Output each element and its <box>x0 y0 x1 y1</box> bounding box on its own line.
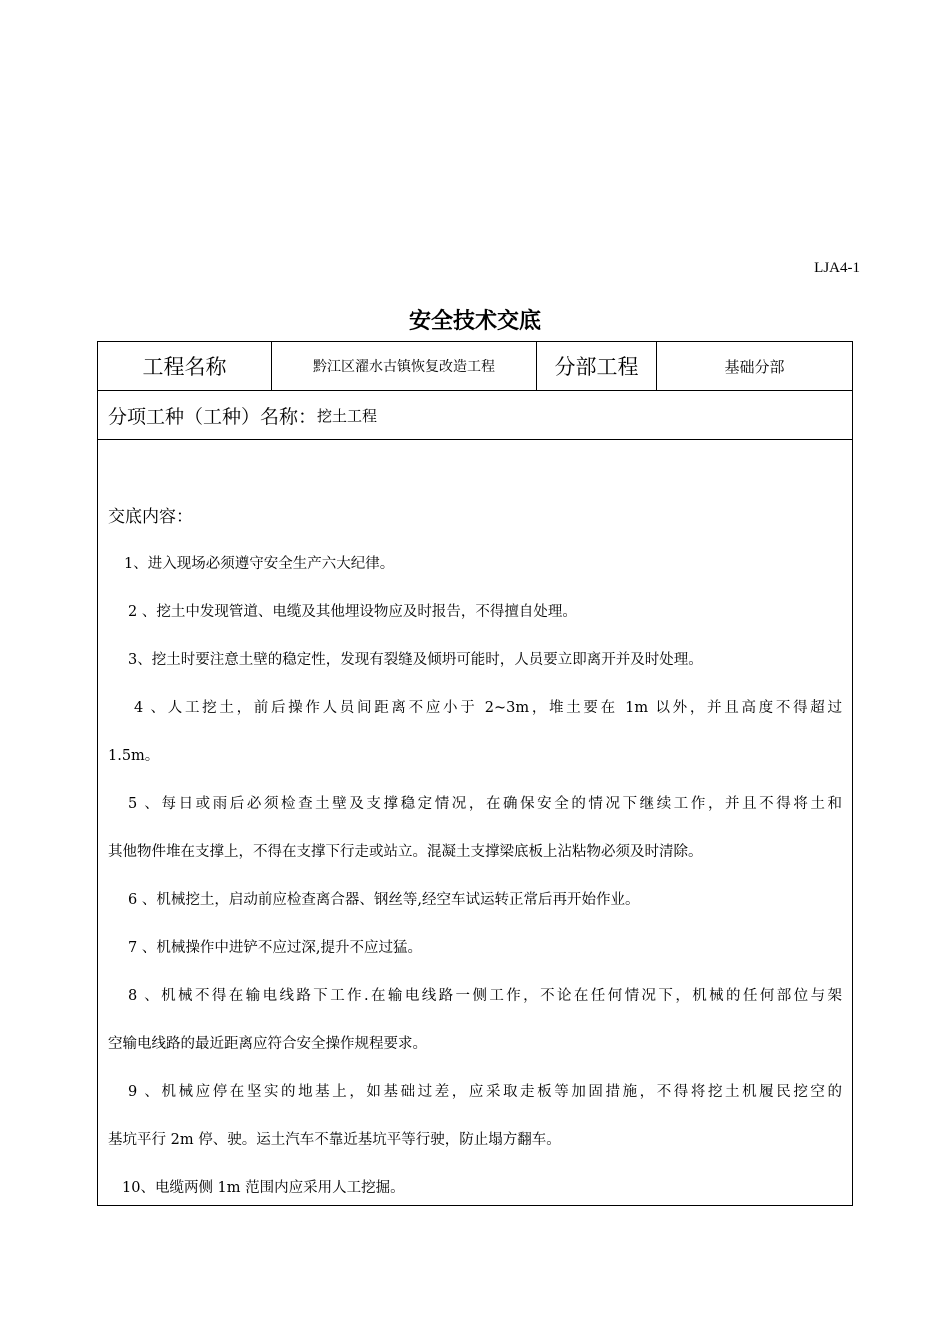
content-line: 其他物件堆在支撑上，不得在支撑下行走或站立。混凝土支撑梁底板上沾粘物必须及时清除。 <box>108 844 703 860</box>
content-line: 9 、机械应停在坚实的地基上，如基础过差，应采取走板等加固措施，不得将挖土机履民挖空的 <box>128 1084 842 1100</box>
content-line: 4 、人工挖土，前后操作人员间距离不应小于 2~3m，堆土要在 1m 以外，并且高度不得超过 <box>134 700 842 716</box>
content-line: 1、进入现场必须遵守安全生产六大纪律。 <box>124 556 395 572</box>
document-title: 安全技术交底 <box>408 309 541 334</box>
content-line: 基坑平行 2m 停、驶。运土汽车不靠近基坑平等行驶，防止塌方翻车。 <box>108 1132 561 1148</box>
project-name-label: 工程名称 <box>98 342 272 390</box>
content-line: 3、挖土时要注意土壁的稳定性，发现有裂缝及倾坍可能时，人员要立即离开并及时处理。 <box>128 652 703 668</box>
content-line: 8 、机械不得在输电线路下工作.在输电线路一侧工作，不论在任何情况下，机械的任何部位与架 <box>128 988 842 1004</box>
content-line: 7 、机械操作中进铲不应过深,提升不应过猛。 <box>128 940 422 956</box>
content-line: 6 、机械挖土，启动前应检查离合器、钢丝等,经空车试运转正常后再开始作业。 <box>128 892 640 908</box>
content-line: 10、电缆两侧 1m 范围内应采用人工挖掘。 <box>122 1180 405 1196</box>
content-line: 空输电线路的最近距离应符合安全操作规程要求。 <box>108 1036 427 1052</box>
subitem-label: 分项工种（工种）名称： <box>108 405 318 428</box>
content-heading: 交底内容： <box>108 507 193 527</box>
content-line: 2 、挖土中发现管道、电缆及其他埋设物应及时报告，不得擅自处理。 <box>128 604 577 620</box>
header-row <box>98 342 852 391</box>
document-code: LJA4-1 <box>814 260 860 276</box>
subitem-row <box>98 391 852 440</box>
subitem-value: 挖土工程 <box>317 406 378 425</box>
content-line: 5 、每日或雨后必须检查土壁及支撑稳定情况，在确保安全的情况下继续工作，并且不得将土和 <box>128 796 842 812</box>
content-line: 1.5m。 <box>108 748 160 764</box>
section-label: 分部工程 <box>537 342 657 390</box>
section-value: 基础分部 <box>724 357 785 376</box>
disclosure-table <box>97 341 853 1206</box>
project-name-value: 黔江区濯水古镇恢复改造工程 <box>272 342 537 390</box>
